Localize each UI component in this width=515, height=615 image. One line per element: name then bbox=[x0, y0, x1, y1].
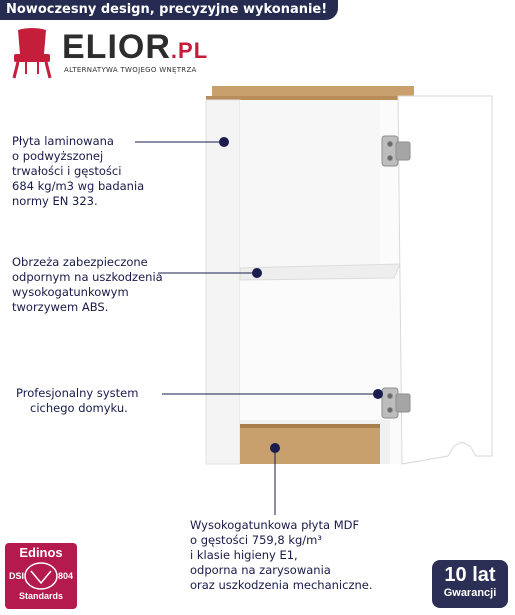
cabinet-top bbox=[212, 86, 414, 96]
logo-tagline: ALTERNATYWA TWOJEGO WNĘTRZA bbox=[64, 66, 197, 74]
dsi-emblem: DSI 804 bbox=[5, 561, 77, 591]
callout-mdf: Wysokogatunkowa płyta MDF o gęstości 759,8 kg/m³ i klasie higieny E1, odporna na zarysowania oraz uszkodzenia mechaniczne. bbox=[190, 518, 373, 592]
callout-edges: Obrzeża zabezpieczone odpornym na uszkodzenia wysokogatunkowym tworzywem ABS. bbox=[12, 255, 163, 314]
edinos-badge: Edinos DSI 804 Standards bbox=[5, 543, 77, 609]
callout-soft-close: Profesjonalny system cichego domyku. bbox=[16, 386, 139, 415]
cabinet-side-panel bbox=[206, 100, 240, 464]
warranty-badge: 10 lat Gwarancji bbox=[432, 560, 508, 608]
cabinet-door bbox=[398, 96, 492, 464]
cabinet-plinth bbox=[240, 424, 380, 464]
logo-wordmark: ELIOR.PL bbox=[62, 28, 209, 66]
callout-laminate: Płyta laminowana o podwyższonej trwałości i gęstości 684 kg/m3 wg badania normy EN 323. bbox=[12, 134, 145, 208]
header-banner: Nowoczesny design, precyzyjne wykonanie! bbox=[0, 0, 338, 20]
